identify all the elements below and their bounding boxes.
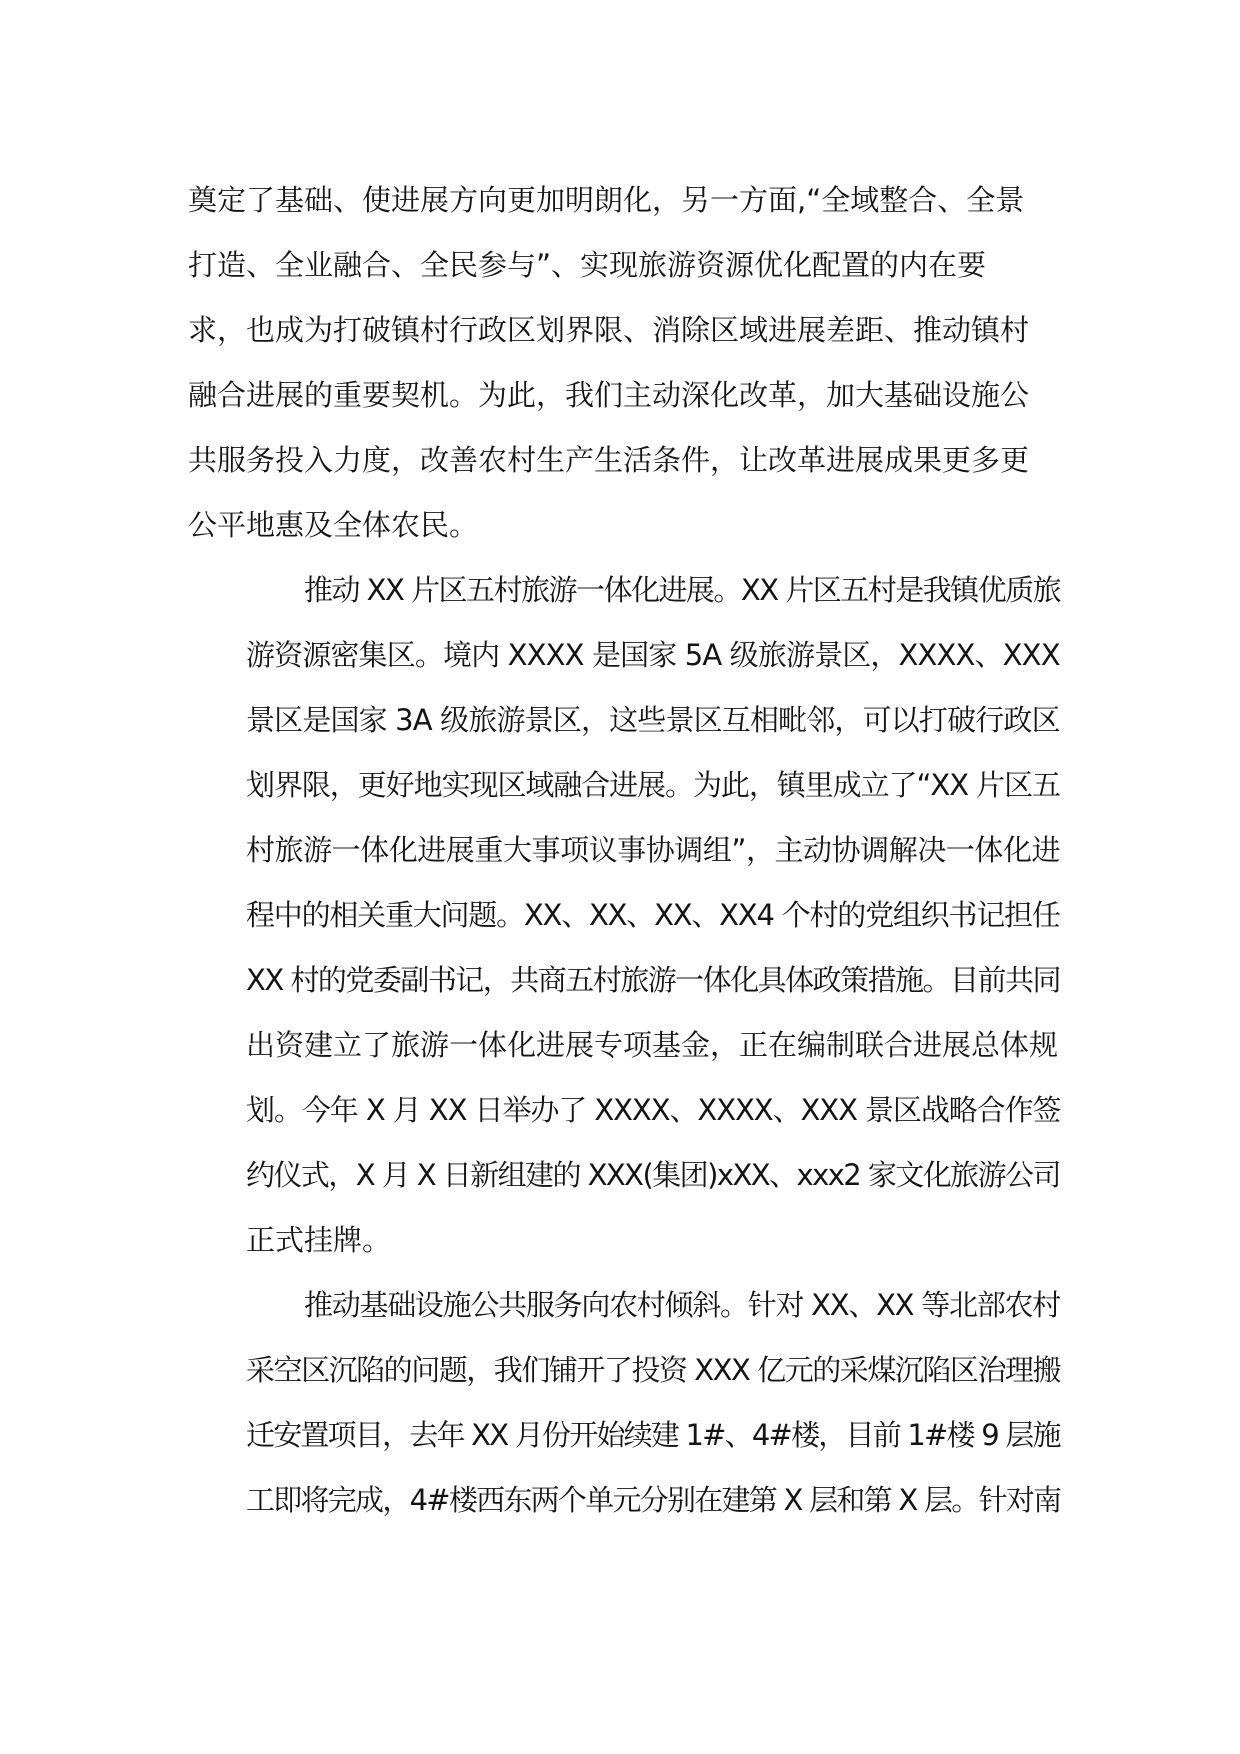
text-line: 划界限，更好地实现区域融合进展。为此，镇里成立了“XX 片区五	[246, 768, 1060, 802]
paragraph-2	[188, 558, 1060, 1273]
text-line: 共服务投入力度，改善农村生产生活条件，让改革进展成果更多更	[188, 443, 1030, 477]
text-line: 打造、全业融合、全民参与”、实现旅游资源优化配置的内在要	[188, 248, 987, 282]
text-line: 出资建立了旅游一体化进展专项基金，正在编制联合进展总体规	[246, 1028, 1059, 1062]
text-line: 正式挂牌。	[246, 1223, 392, 1257]
text-line: 求，也成为打破镇村行政区划界限、消除区域进展差距、推动镇村	[188, 313, 1030, 347]
text-line: 约仪式，X 月 X 日新组建的 XXX(集团)xXX、xxx2 家文化旅游公司	[246, 1158, 1060, 1192]
text-line: 公平地惠及全体农民。	[188, 508, 479, 542]
text-line: 划。今年 X 月 XX 日举办了 XXXX、XXXX、XXX 景区战略合作签	[246, 1093, 1061, 1127]
text-line: 迁安置项目，去年 XX 月份开始续建 1#、4#楼，目前 1#楼 9 层施	[246, 1418, 1060, 1452]
text-line: 村旅游一体化进展重大事项议事协调组”，主动协调解决一体化进	[246, 833, 1061, 867]
text-line: 融合进展的重要契机。为此，我们主动深化改革，加大基础设施公	[188, 378, 1030, 412]
paragraph-3	[188, 1273, 1060, 1533]
text-line: 采空区沉陷的问题，我们铺开了投资 XXX 亿元的采煤沉陷区治理搬	[246, 1353, 1061, 1387]
paragraph-1	[188, 168, 1060, 558]
text-line: 程中的相关重大问题。XX、XX、XX、XX4 个村的党组织书记担任	[246, 898, 1060, 932]
text-line: 工即将完成，4#楼西东两个单元分别在建第 X 层和第 X 层。针对南	[246, 1483, 1061, 1517]
text-line: 推动 XX 片区五村旅游一体化进展。XX 片区五村是我镇优质旅	[304, 573, 1061, 607]
document-body	[188, 168, 1060, 1533]
text-line: 推动基础设施公共服务向农村倾斜。针对 XX、XX 等北部农村	[304, 1288, 1060, 1322]
text-line: XX 村的党委副书记，共商五村旅游一体化具体政策措施。目前共同	[246, 963, 1060, 997]
text-line: 奠定了基础、使进展方向更加明朗化，另一方面,“全域整合、全景	[188, 183, 1025, 217]
text-line: 景区是国家 3A 级旅游景区，这些景区互相毗邻，可以打破行政区	[246, 703, 1060, 737]
text-line: 游资源密集区。境内 XXXX 是国家 5A 级旅游景区，XXXX、XXX	[246, 638, 1060, 672]
